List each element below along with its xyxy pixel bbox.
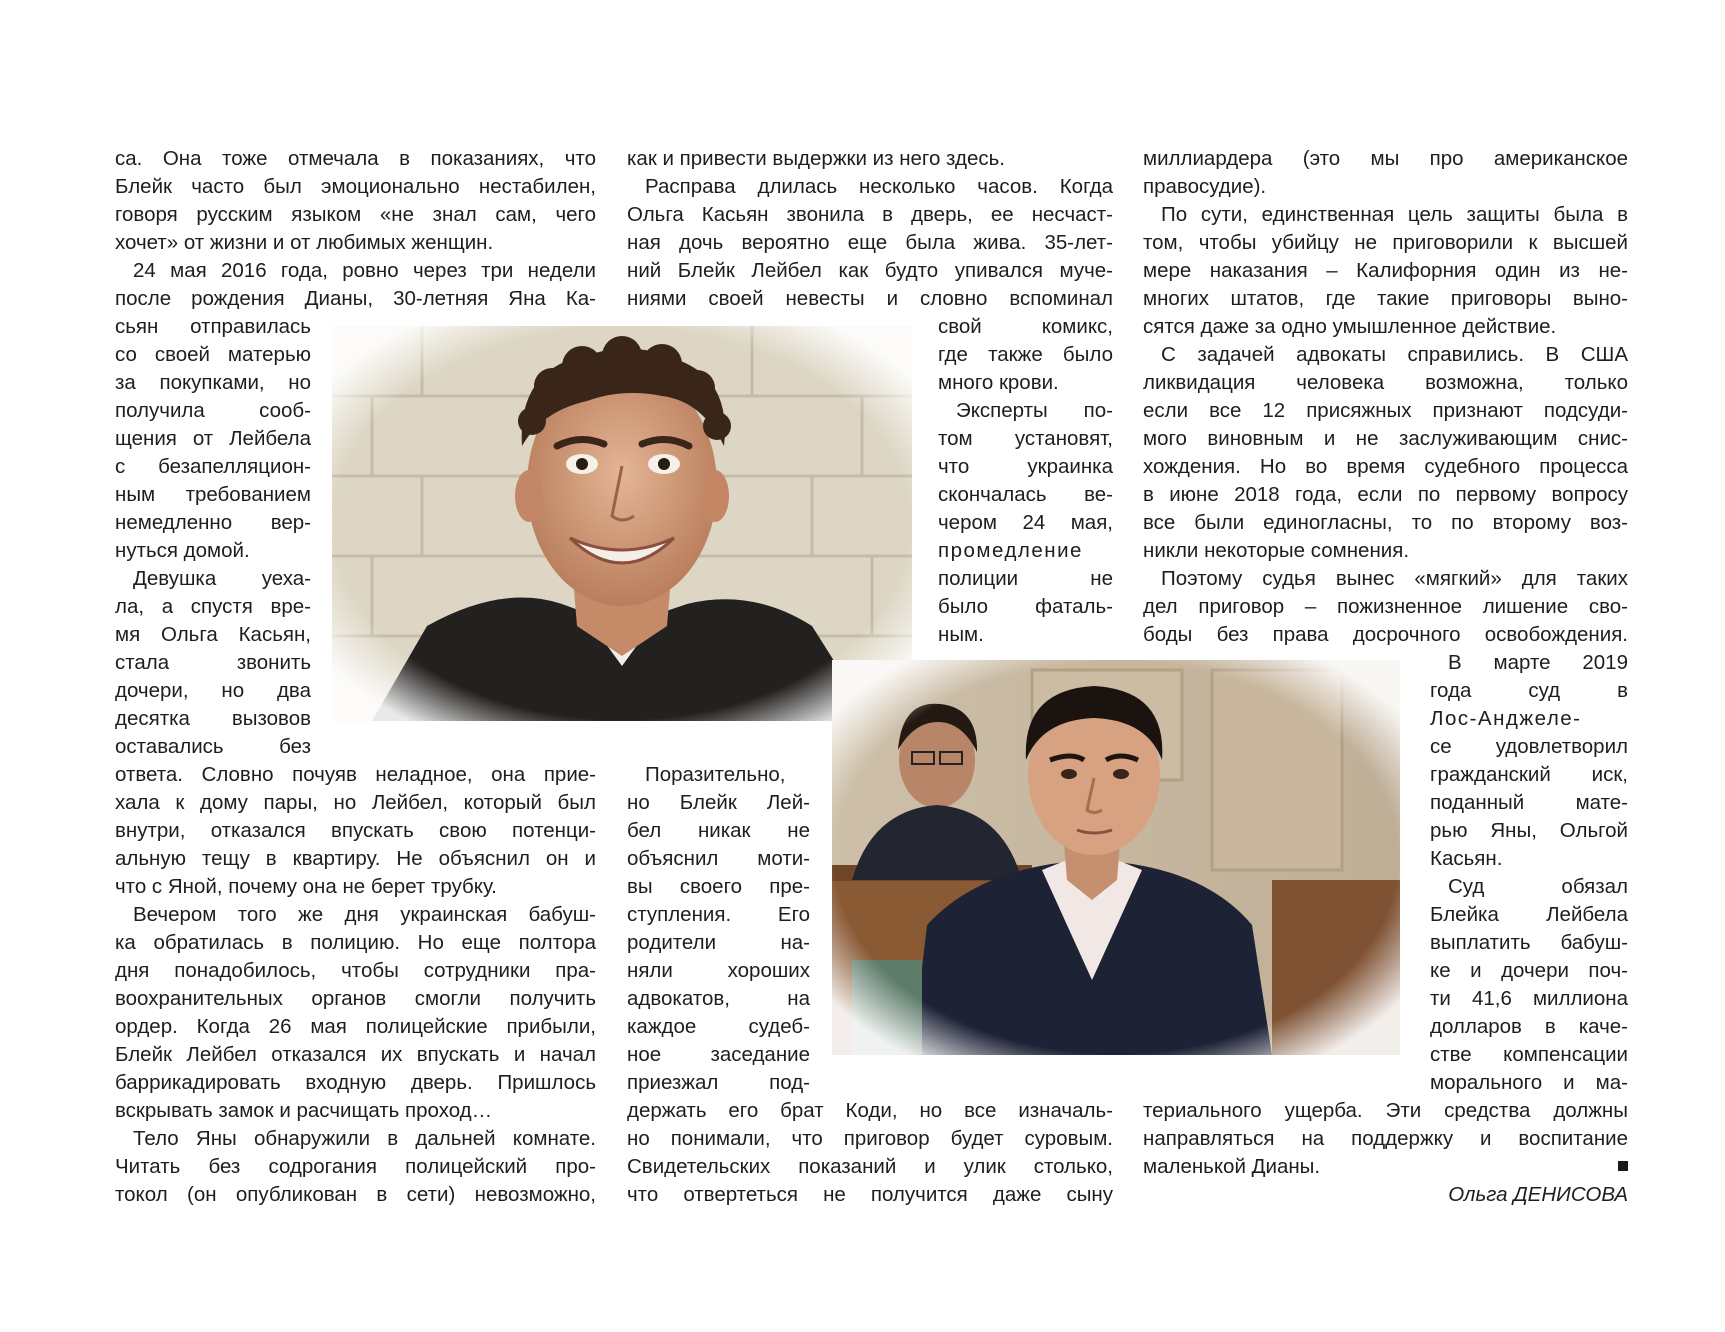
col2-mid-line: каждое судеб- <box>627 1015 810 1038</box>
col3-top-line: многих штатов, где такие приговоры выно- <box>1143 287 1628 310</box>
col1-top-line: Блейк часто был эмоционально нестабилен, <box>115 175 596 198</box>
col1-bottom-line: воохранительных органов смогли получить <box>115 987 596 1010</box>
col1-bottom-line: Читать без содрогания полицейский про- <box>115 1155 596 1178</box>
col2-bottom-line: Свидетельских показаний и улик столько, <box>627 1155 1113 1178</box>
col2-mid-line: ное заседание <box>627 1043 810 1066</box>
col3-top-line: сятся даже за одно умышленное действие. <box>1143 315 1557 338</box>
col2-wrap-line: ным. <box>938 623 984 646</box>
col1-wrap-line: десятка вызовов <box>115 707 311 730</box>
col3-top-line: боды без права досрочного освобождения. <box>1143 623 1628 646</box>
col1-wrap-line: дочери, но два <box>115 679 311 702</box>
col2-wrap-line: промедление <box>938 539 1083 562</box>
col3-wrap-line: года суд в <box>1430 679 1628 702</box>
col2-mid-line: Поразительно, <box>645 763 786 786</box>
col2-mid-line: приезжал под- <box>627 1071 810 1094</box>
col3-bottom-line: направляться на поддержку и воспитание <box>1143 1127 1628 1150</box>
col1-wrap-line: стала звонить <box>115 651 311 674</box>
col2-mid-line: объяснил моти- <box>627 847 810 870</box>
col3-top-line: никли некоторые сомнения. <box>1143 539 1410 562</box>
col1-bottom-line: ка обратилась в полицию. Но еще полтора <box>115 931 596 954</box>
col3-top-line: По сути, единственная цель защиты была в <box>1161 203 1628 226</box>
col2-wrap-line: что украинка <box>938 455 1113 478</box>
col3-top-line: в июне 2018 года, если по первому вопросу <box>1143 483 1628 506</box>
col3-top-line: все были единогласны, то по второму воз- <box>1143 511 1628 534</box>
col3-wrap-line: се удовлетворил <box>1430 735 1628 758</box>
end-of-article-mark <box>1618 1161 1628 1171</box>
col2-wrap-line: было фаталь- <box>938 595 1113 618</box>
col2-wrap-line: свой комикс, <box>938 315 1113 338</box>
col1-bottom-line: Тело Яны обнаружили в дальней комнате. <box>133 1127 596 1150</box>
col1-top-line: хочет» от жизни и от любимых женщин. <box>115 231 494 254</box>
col2-top-line: ная дочь вероятно еще была жива. 35-лет- <box>627 231 1113 254</box>
col3-wrap-line: ти 41,6 миллиона <box>1430 987 1628 1010</box>
col1-bottom-line: баррикадировать входную дверь. Пришлось <box>115 1071 596 1094</box>
photo-courtroom-defendant <box>832 660 1400 1055</box>
col3-top-line: если все 12 присяжных признают подсуди- <box>1143 399 1628 422</box>
col1-top-line: са. Она тоже отмечала в показаниях, что <box>115 147 596 170</box>
col3-top-line: правосудие). <box>1143 175 1267 198</box>
col1-wrap-line: ла, а спустя вре- <box>115 595 311 618</box>
col1-wrap-line: за покупками, но <box>115 371 311 394</box>
col2-wrap-line: Эксперты по- <box>956 399 1113 422</box>
col1-wrap-line: немедленно вер- <box>115 511 311 534</box>
col3-top-line: мере наказания – Калифорния один из не- <box>1143 259 1628 282</box>
col1-top-line: 24 мая 2016 года, ровно через три недели <box>133 259 596 282</box>
col3-top-line: дел приговор – пожизненное лишение сво- <box>1143 595 1628 618</box>
col2-top-line: ниями своей невесты и словно вспоминал <box>627 287 1113 310</box>
col3-wrap-line: Блейка Лейбела <box>1430 903 1628 926</box>
col3-wrap-line: Касьян. <box>1430 847 1503 870</box>
col1-wrap-line: оставались без <box>115 735 311 758</box>
col3-top-line: ликвидация человека возможна, только <box>1143 371 1628 394</box>
col2-mid-line: родители на- <box>627 931 810 954</box>
col3-top-line: мого виновным и не заслуживающим снис- <box>1143 427 1628 450</box>
col1-wrap-line: щения от Лейбела <box>115 427 311 450</box>
col1-top-line: после рождения Дианы, 30-летняя Яна Ка- <box>115 287 596 310</box>
col1-wrap-line: получила сооб- <box>115 399 311 422</box>
col2-top-line: Ольга Касьян звонила в дверь, ее несчаст- <box>627 203 1113 226</box>
col2-wrap-line: том установят, <box>938 427 1113 450</box>
col1-wrap-line: нуться домой. <box>115 539 250 562</box>
col2-bottom-line: держать его брат Коди, но все изначаль- <box>627 1099 1113 1122</box>
col3-wrap-line: Суд обязал <box>1448 875 1628 898</box>
col1-wrap-line: со своей матерью <box>115 343 311 366</box>
col1-bottom-line: ордер. Когда 26 мая полицейские прибыли, <box>115 1015 596 1038</box>
col1-bottom-line: ответа. Словно почуяв неладное, она прие- <box>115 763 596 786</box>
col2-mid-line: но Блейк Лей- <box>627 791 810 814</box>
col2-bottom-line: что отвертеться не получится даже сыну <box>627 1183 1113 1206</box>
col2-mid-line: ступления. Его <box>627 903 810 926</box>
col3-top-line: миллиардера (это мы про американское <box>1143 147 1628 170</box>
col2-wrap-line: где также было <box>938 343 1113 366</box>
col3-wrap-line: рью Яны, Ольгой <box>1430 819 1628 842</box>
col3-top-line: хождения. Но во время судебного процесса <box>1143 455 1628 478</box>
col2-mid-line: вы своего пре- <box>627 875 810 898</box>
col3-wrap-line: морального и ма- <box>1430 1071 1628 1094</box>
col2-wrap-line: чером 24 мая, <box>938 511 1113 534</box>
col2-mid-line: бел никак не <box>627 819 810 842</box>
col3-wrap-line: гражданский иск, <box>1430 763 1628 786</box>
col1-bottom-line: хала к дому пары, но Лейбел, который был <box>115 791 596 814</box>
col3-wrap-line: В марте 2019 <box>1448 651 1628 674</box>
col2-top-line: как и привести выдержки из него здесь. <box>627 147 1005 170</box>
col1-bottom-line: дня понадобилось, чтобы сотрудники пра- <box>115 959 596 982</box>
col1-bottom-line: вскрывать замок и расчищать проход… <box>115 1099 493 1122</box>
col3-top-line: С задачей адвокаты справились. В США <box>1161 343 1628 366</box>
col1-bottom-line: внутри, отказался впускать свою потенци- <box>115 819 596 842</box>
col2-mid-line: адвокатов, на <box>627 987 810 1010</box>
col1-wrap-line: Девушка уеха- <box>133 567 311 590</box>
col3-bottom-line: маленькой Дианы. <box>1143 1155 1321 1178</box>
col2-mid-line: няли хороших <box>627 959 810 982</box>
col3-wrap-line: поданный мате- <box>1430 791 1628 814</box>
col3-top-line: том, чтобы убийцу не приговорили к высшей <box>1143 231 1628 254</box>
col3-wrap-line: Лос-Анджеле- <box>1430 707 1582 730</box>
col2-top-line: Расправа длилась несколько часов. Когда <box>645 175 1113 198</box>
col1-wrap-line: ным требованием <box>115 483 311 506</box>
col1-bottom-line: что с Яной, почему она не берет трубку. <box>115 875 497 898</box>
col2-wrap-line: скончалась ве- <box>938 483 1113 506</box>
col2-top-line: ний Блейк Лейбел как будто упивался муче- <box>627 259 1113 282</box>
col3-wrap-line: выплатить бабуш- <box>1430 931 1628 954</box>
author-signature: Ольга ДЕНИСОВА <box>1448 1183 1628 1206</box>
col3-top-line: Поэтому судья вынес «мягкий» для таких <box>1161 567 1628 590</box>
col1-bottom-line: токол (он опубликован в сети) невозможно, <box>115 1183 596 1206</box>
col2-wrap-line: много крови. <box>938 371 1059 394</box>
col1-bottom-line: Блейк Лейбел отказался их впускать и начал <box>115 1043 596 1066</box>
col2-bottom-line: но понимали, что приговор будет суровым. <box>627 1127 1113 1150</box>
col1-wrap-line: с безапелляцион- <box>115 455 311 478</box>
col1-wrap-line: мя Ольга Касьян, <box>115 623 311 646</box>
col1-top-line: говоря русским языком «не знал сам, чего <box>115 203 596 226</box>
col3-bottom-line: териального ущерба. Эти средства должны <box>1143 1099 1628 1122</box>
col1-bottom-line: Вечером того же дня украинская бабуш- <box>133 903 596 926</box>
col3-wrap-line: долларов в каче- <box>1430 1015 1628 1038</box>
col3-wrap-line: ке и дочери поч- <box>1430 959 1628 982</box>
photo-smiling-man <box>332 326 912 721</box>
col1-wrap-line: сьян отправилась <box>115 315 311 338</box>
col2-wrap-line: полиции не <box>938 567 1113 590</box>
col3-wrap-line: стве компенсации <box>1430 1043 1628 1066</box>
col1-bottom-line: альную тещу в квартиру. Не объяснил он и <box>115 847 596 870</box>
